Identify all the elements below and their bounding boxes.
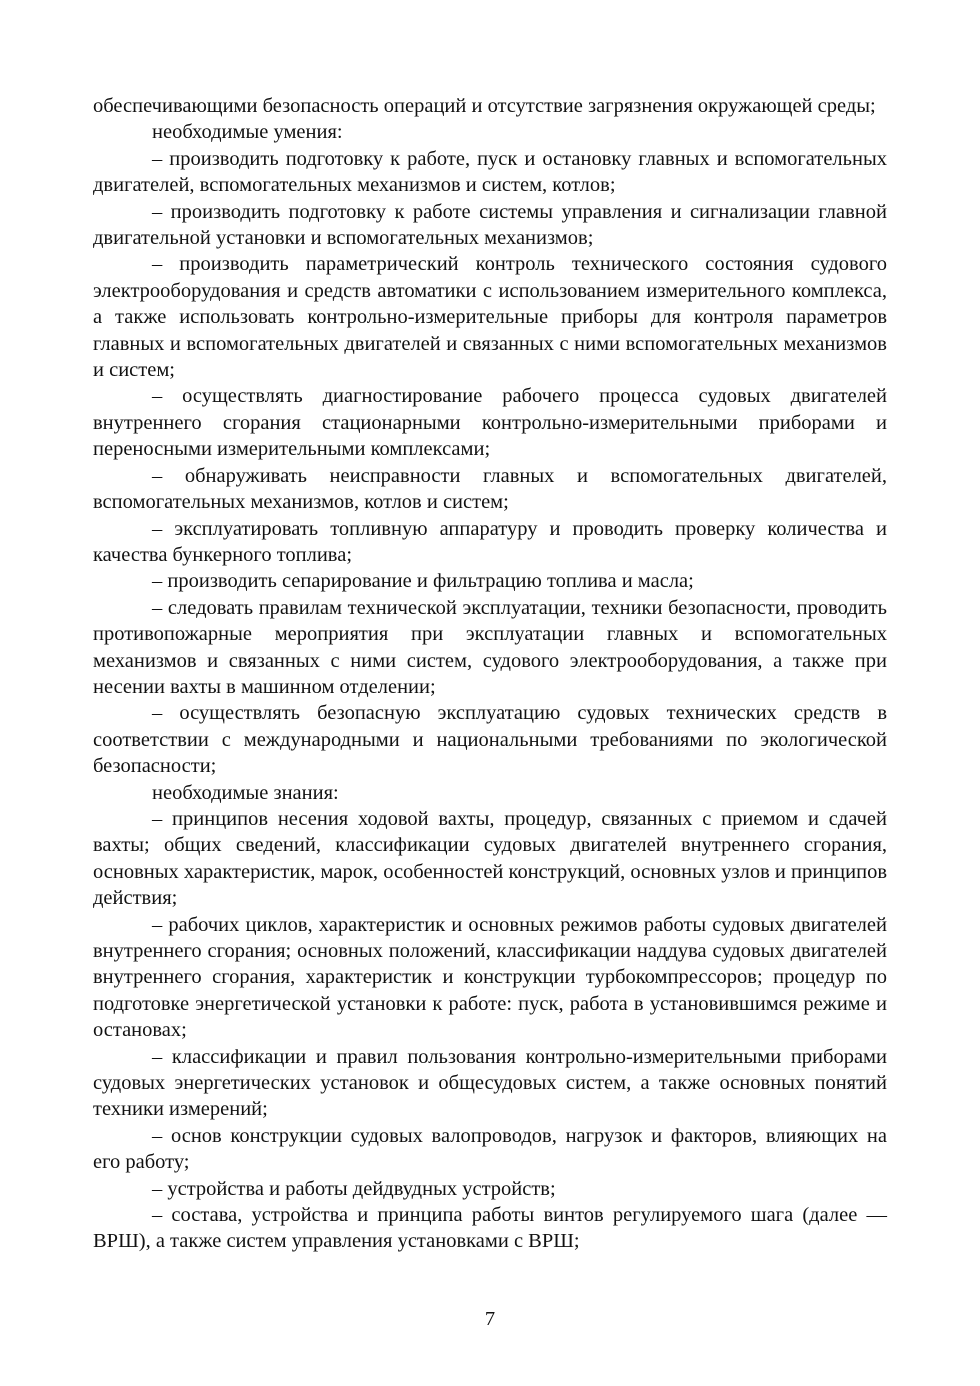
heading-knowledge: необходимые знания:: [152, 781, 339, 804]
list-item: – производить подготовку к работе, пуск и остановку главных и вспомогательных двигателей, вспомогательных механизмов и систем, котлов;: [93, 147, 887, 197]
paragraph-continuation: обеспечивающими безопасность операций и отсутствие загрязнения окружающей среды;: [93, 95, 876, 117]
list-item: – обнаруживать неисправности главных и вспомогательных двигателей, вспомогательных механизмов, котлов и систем;: [93, 464, 887, 514]
list-item: – состава, устройства и принципа работы винтов регулируемого шага (далее — ВРШ), а также систем управления установками с ВРШ;: [93, 1204, 887, 1253]
list-item: – принципов несения ходовой вахты, процедур, связанных с приемом и сдачей вахты; общих сведений, классификации судовых двигателей внутреннего сгорания, основных характеристик, марок, особенностей конструкций, основных узлов и принципов действия;: [93, 807, 887, 910]
list-item: – осуществлять диагностирование рабочего процесса судовых двигателей внутреннего сгорания стационарными контрольно-измерительными приборами и переносными измерительными комплексами;: [93, 385, 887, 461]
list-item: – осуществлять безопасную эксплуатацию судовых технических средств в соответствии с международными и национальными требованиями по экологической безопасности;: [93, 702, 887, 778]
list-item: – классификации и правил пользования контрольно-измерительными приборами судовых энергетических установок и общесудовых систем, а также основных понятий техники измерений;: [93, 1045, 887, 1121]
page-number: 7: [484, 1308, 496, 1330]
list-item: – основ конструкции судовых валопроводов, нагрузок и факторов, влияющих на его работу;: [93, 1124, 887, 1174]
list-item: – следовать правилам технической эксплуатации, техники безопасности, проводить противопожарные мероприятия при эксплуатации главных и вспомогательных механизмов и связанных с ними систем, судового электрооборудования, а также при несении вахты в машинном отделении;: [93, 596, 887, 698]
document-body: [93, 93, 887, 1255]
list-item: – эксплуатировать топливную аппаратуру и проводить проверку количества и качества бункерного топлива;: [93, 517, 887, 566]
heading-skills: необходимые умения:: [152, 121, 343, 144]
list-item: – устройства и работы дейдвудных устройств;: [152, 1177, 556, 1200]
list-item: – производить параметрический контроль технического состояния судового электрооборудования и средств автоматики с использованием измерительного комплекса, а также использовать контрольно-измерительные приборы для контроля параметров главных и вспомогательных двигателей и связанных с ними вспомогательных механизмов и систем;: [93, 253, 887, 382]
list-item: – производить сепарирование и фильтрацию топлива и масла;: [152, 570, 694, 593]
list-item: – рабочих циклов, характеристик и основных режимов работы судовых двигателей внутреннего сгорания; основных положений, классификации наддува судовых двигателей внутреннего сгорания, характеристик и конструкции турбокомпрессоров; процедур по подготовке энергетической установки к работе: пуск, работа в установившимся режиме и остановах;: [93, 913, 887, 1042]
list-item: – производить подготовку к работе системы управления и сигнализации главной двигательной установки и вспомогательных механизмов;: [93, 200, 887, 250]
